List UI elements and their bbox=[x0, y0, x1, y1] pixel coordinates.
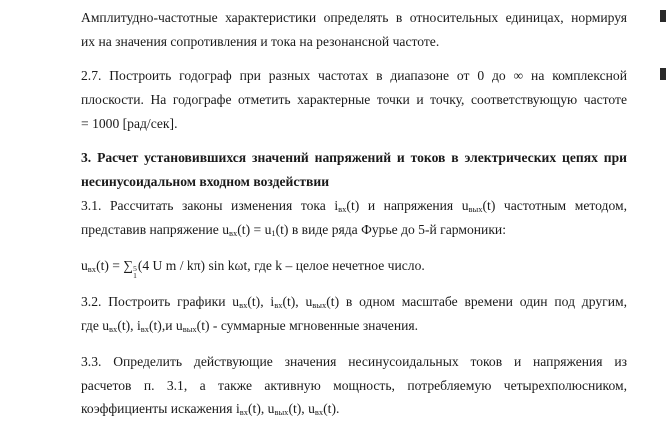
text-run: (t) = u bbox=[237, 222, 272, 237]
text-run: (t). bbox=[323, 401, 340, 416]
subscript: вых bbox=[182, 324, 197, 334]
text-run: (t) в одном масштабе времени один под другим, bbox=[326, 294, 627, 309]
paragraph-afc-line-1: Амплитудно-частотные характеристики определять в относительных единицах, нормируя bbox=[81, 10, 627, 25]
subscript: вх bbox=[239, 407, 249, 417]
subscript: вх bbox=[239, 300, 248, 310]
subscript: вх bbox=[338, 204, 347, 214]
paragraph-2-7-line-3: = 1000 [рад/сек]. bbox=[81, 116, 178, 131]
text-run: 3.2. Построить графики u bbox=[81, 294, 240, 309]
text-run: представив напряжение u bbox=[81, 222, 230, 237]
text-run: (t) и напряжения u bbox=[346, 198, 469, 213]
subscript: вх bbox=[140, 324, 149, 334]
page-edge-mark bbox=[660, 10, 666, 22]
text-run: (t), u bbox=[282, 294, 313, 309]
paragraph-2-7-line-2: плоскости. На годографе отметить характерные точки и точку, соответствующую частоте bbox=[81, 92, 627, 107]
text-run: (t) = ∑ bbox=[96, 258, 134, 273]
paragraph-3-1-line-1 bbox=[81, 198, 627, 214]
subscript: вх bbox=[87, 264, 97, 274]
subscript: вых bbox=[312, 300, 327, 310]
paragraph-2-7-line-1: 2.7. Построить годограф при разных частотах в диапазоне от 0 до ∞ на комплексной bbox=[81, 68, 627, 83]
text-run: (4 U m / kπ) sin kωt, где k – целое нечетное число. bbox=[137, 258, 425, 273]
text-run: (t), i bbox=[247, 294, 275, 309]
sum-upper-limit: 5 bbox=[133, 264, 137, 273]
subscript: 1 bbox=[271, 228, 276, 238]
subscript: вх bbox=[229, 228, 238, 238]
paragraph-3-2-line-2 bbox=[81, 318, 418, 334]
paragraph-3-1-line-2 bbox=[81, 222, 506, 238]
paragraph-3-3-line-1: 3.3. Определить действующие значения несинусоидальных токов и напряжения из bbox=[81, 354, 627, 369]
text-run: 3.1. Рассчитать законы изменения тока i bbox=[81, 198, 339, 213]
text-run: (t),и u bbox=[148, 318, 183, 333]
paragraph-3-2-line-1 bbox=[81, 294, 627, 310]
text-run: коэффициенты искажения i bbox=[81, 401, 240, 416]
subscript: вых bbox=[468, 204, 483, 214]
paragraph-3-3-line-3 bbox=[81, 401, 339, 417]
paragraph-afc-line-2: их на значения сопротивления и тока на резонансной частоте. bbox=[81, 34, 440, 49]
text-run: u bbox=[81, 258, 88, 273]
sum-lower-limit: 1 bbox=[133, 271, 137, 280]
page-edge-mark bbox=[660, 68, 666, 80]
subscript: вх bbox=[314, 407, 324, 417]
sum-limits bbox=[133, 265, 137, 279]
text-run: (t) в виде ряда Фурье до 5-й гармоники: bbox=[275, 222, 506, 237]
fourier-formula bbox=[81, 258, 425, 279]
subscript: вых bbox=[274, 407, 289, 417]
text-run: (t), i bbox=[117, 318, 141, 333]
section-3-title-line-2: несинусоидальном входном воздействии bbox=[81, 174, 330, 189]
section-3-title-line-1: 3. Расчет установившихся значений напряжений и токов в электрических цепях при bbox=[81, 150, 627, 165]
subscript: вх bbox=[274, 300, 283, 310]
paragraph-3-3-line-2: расчетов п. 3.1, а также активную мощность, потребляемую четырехполюсником, bbox=[81, 378, 627, 393]
subscript: вх bbox=[109, 324, 118, 334]
text-run: (t), u bbox=[288, 401, 315, 416]
text-run: (t) - суммарные мгновенные значения. bbox=[196, 318, 419, 333]
text-run: (t), u bbox=[248, 401, 275, 416]
text-run: где u bbox=[81, 318, 110, 333]
text-run: (t) частотным методом, bbox=[482, 198, 627, 213]
